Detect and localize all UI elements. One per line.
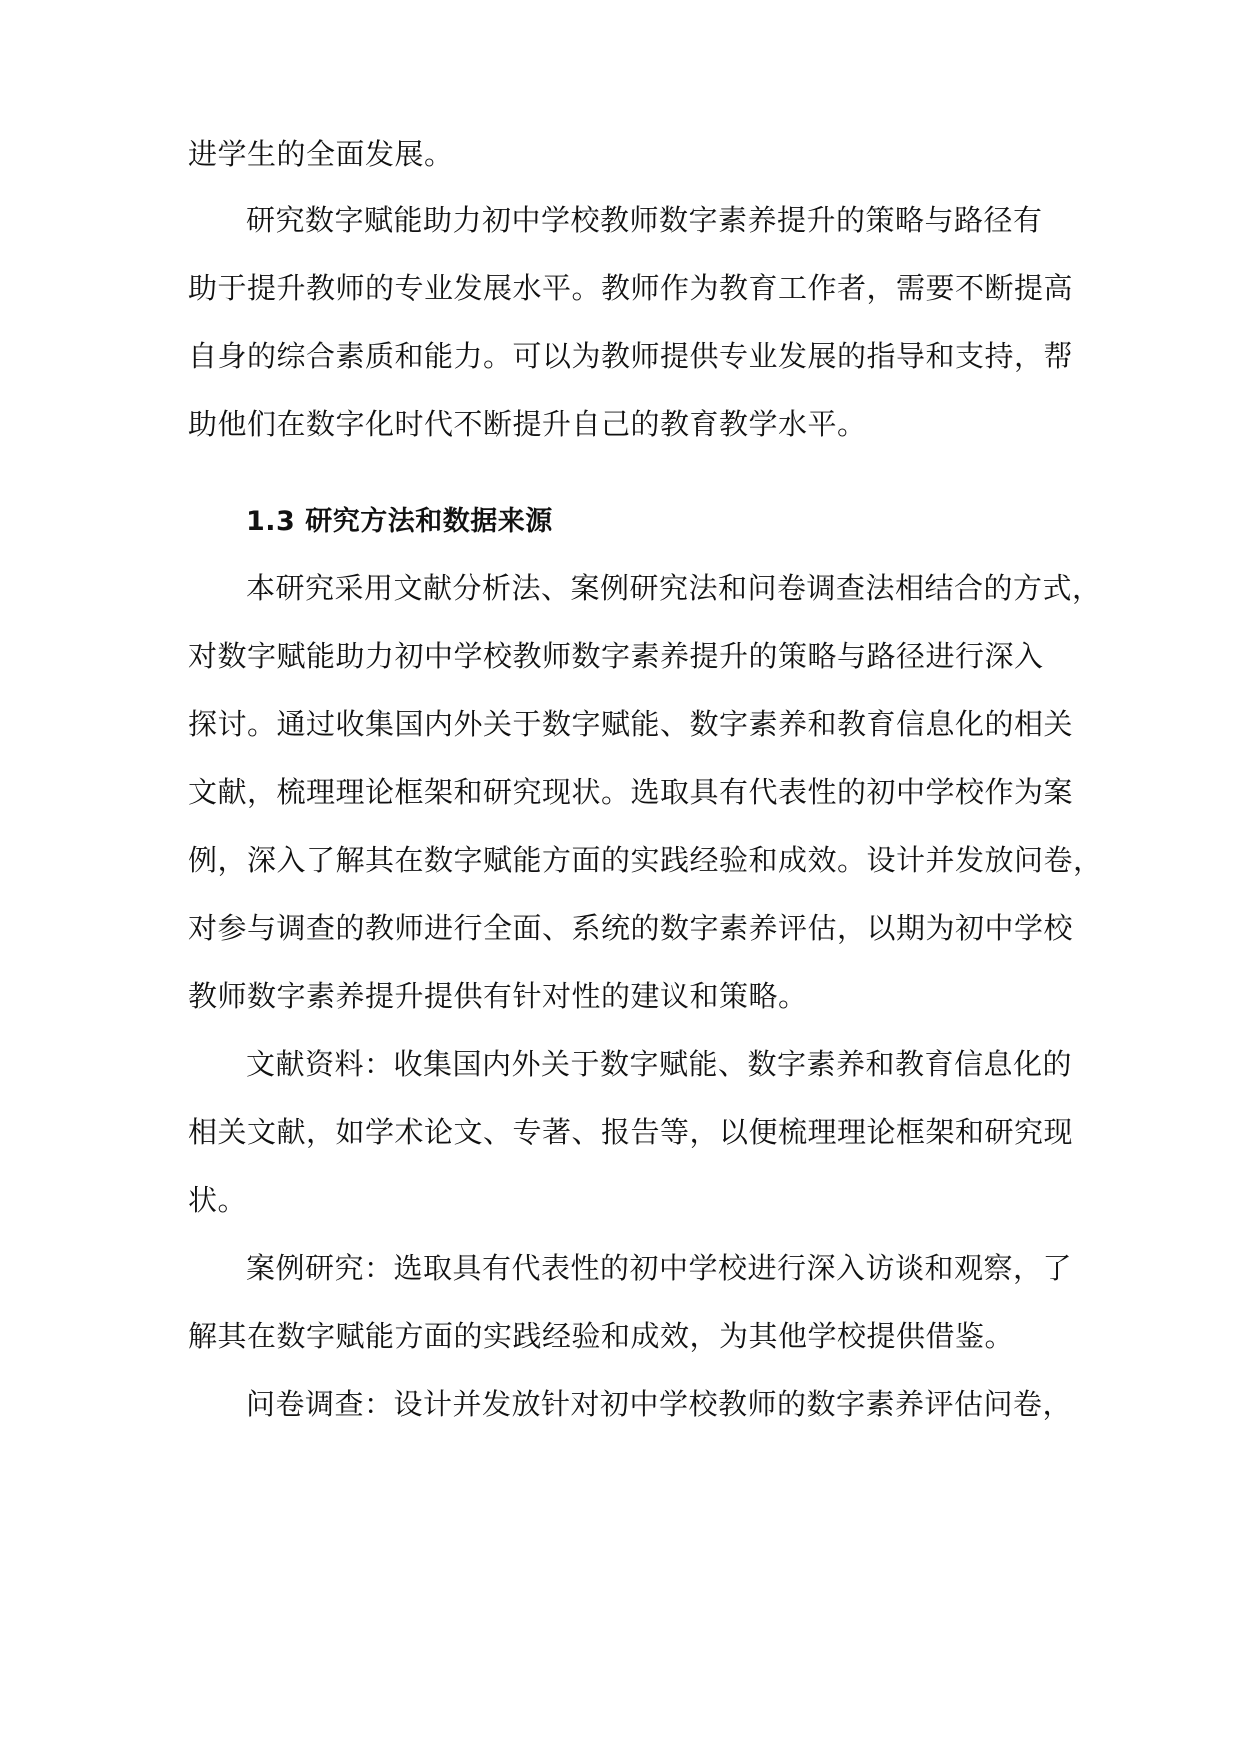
paragraph-line: 对数字赋能助力初中学校教师数字素养提升的策略与路径进行深入 [188, 639, 1044, 673]
paragraph-line: 例，深入了解其在数字赋能方面的实践经验和成效。设计并发放问卷， [188, 843, 1103, 877]
paragraph-line: 对参与调查的教师进行全面、系统的数字素养评估，以期为初中学校 [188, 911, 1074, 945]
section-heading: 1.3 研究方法和数据来源 [246, 506, 553, 537]
paragraph-line: 自身的综合素质和能力。可以为教师提供专业发展的指导和支持，帮 [188, 339, 1074, 373]
paragraph-line: 助他们在数字化时代不断提升自己的教育教学水平。 [188, 407, 867, 441]
paragraph-line: 状。 [188, 1183, 248, 1217]
paragraph-line: 助于提升教师的专业发展水平。教师作为教育工作者，需要不断提高 [188, 271, 1074, 305]
paragraph-line: 研究数字赋能助力初中学校教师数字素养提升的策略与路径有 [246, 203, 1043, 237]
paragraph-line: 教师数字素养提升提供有针对性的建议和策略。 [188, 979, 808, 1013]
paragraph-line: 本研究采用文献分析法、案例研究法和问卷调查法相结合的方式， [246, 571, 1102, 605]
paragraph-line: 探讨。通过收集国内外关于数字赋能、数字素养和教育信息化的相关 [188, 707, 1074, 741]
paragraph-line: 问卷调查：设计并发放针对初中学校教师的数字素养评估问卷， [246, 1387, 1073, 1421]
paragraph-line: 相关文献，如学术论文、专著、报告等，以便梳理理论框架和研究现 [188, 1115, 1074, 1149]
paragraph-line: 文献资料：收集国内外关于数字赋能、数字素养和教育信息化的 [246, 1047, 1073, 1081]
paragraph-line: 案例研究：选取具有代表性的初中学校进行深入访谈和观察，了 [246, 1251, 1073, 1285]
paragraph-line: 文献，梳理理论框架和研究现状。选取具有代表性的初中学校作为案 [188, 775, 1074, 809]
paragraph-line: 解其在数字赋能方面的实践经验和成效，为其他学校提供借鉴。 [188, 1319, 1015, 1353]
paragraph-line: 进学生的全面发展。 [188, 137, 454, 171]
